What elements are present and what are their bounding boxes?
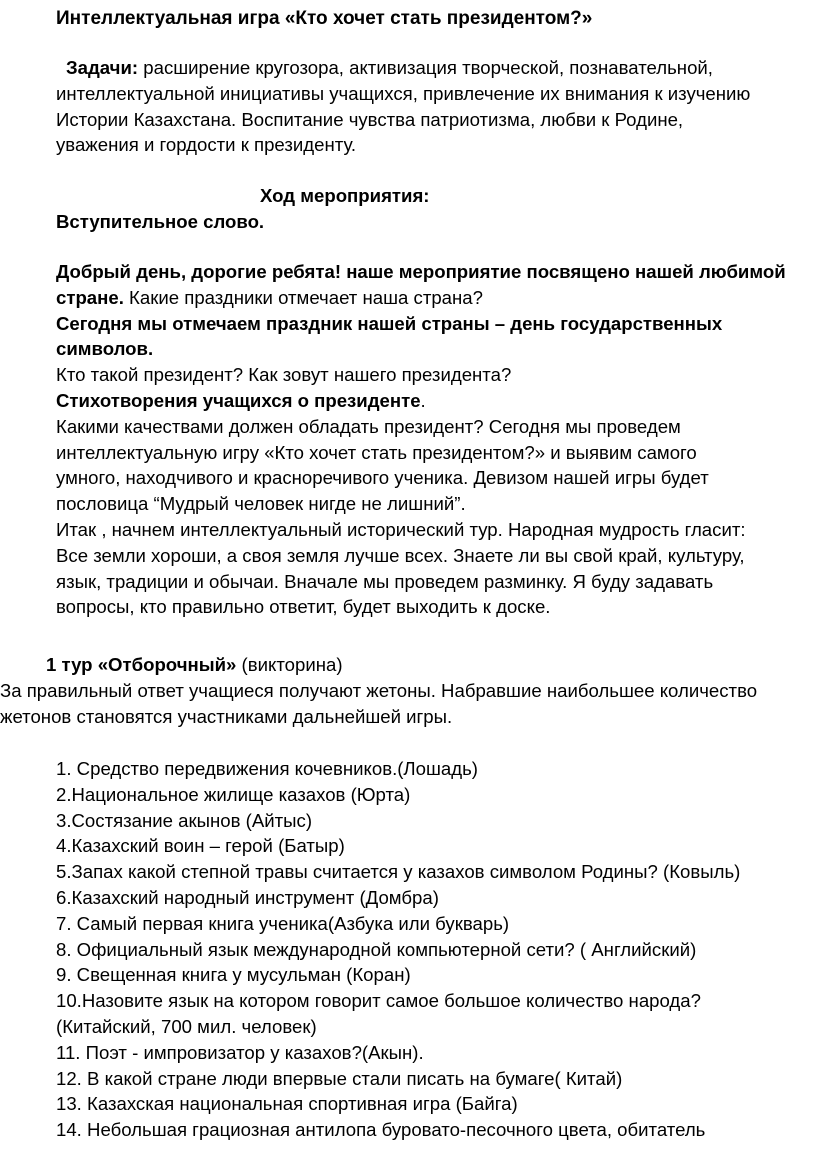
paragraph-line-3: умного, находчивого и красноречивого ученика. Девизом нашей игры будет (56, 467, 709, 489)
list-item: 1. Средство передвижения кочевников.(Лошадь) (56, 758, 478, 779)
list-item: 8. Официальный язык международной компьютерной сети? ( Английский) (56, 938, 697, 960)
main-text (56, 259, 816, 620)
list-item: 10.Назовите язык на котором говорит самое большое количество народа? (56, 990, 701, 1012)
tasks-label: Задачи: (66, 57, 139, 78)
tasks-line-1 (56, 55, 816, 81)
list-item: 14. Небольшая грациозная антилопа буровато-песочного цвета, обитатель (56, 1119, 706, 1141)
list-item: 9. Свещенная книга у мусульман (Коран) (56, 964, 411, 986)
tasks-section (56, 55, 816, 158)
tasks-line-3: Истории Казахстана. Воспитание чувства патриотизма, любви к Родине, (56, 108, 684, 130)
paragraph-line-4: пословица “Мудрый человек нигде не лишний”. (56, 493, 466, 515)
tour-title-rest: (викторина) (236, 654, 343, 675)
tour-section (0, 652, 816, 729)
poems-tail: . (420, 389, 426, 411)
tour-title-bold: 1 тур «Отборочный» (46, 654, 237, 675)
tasks-text-1: расширение кругозора, активизация творческой, познавательной, (138, 57, 713, 78)
greeting-bold-2: стране. (56, 286, 124, 308)
course-heading: Ход мероприятия: (260, 185, 430, 206)
list-item: 3.Состязание акынов (Айтыс) (56, 809, 313, 831)
tasks-line-2: интеллектуальной инициативы учащихся, привлечение их внимания к изучению (56, 82, 751, 104)
paragraph-line-8: вопросы, кто правильно ответит, будет выходить к доске. (56, 596, 551, 618)
paragraph-line-6: Все земли хороши, а своя земля лучше всех. Знаете ли вы свой край, культуру, (56, 544, 745, 566)
intro-heading: Вступительное слово. (56, 210, 265, 232)
greeting-line-2 (56, 285, 816, 311)
tour-desc-line-1: За правильный ответ учащиеся получают жетоны. Набравшие наибольшее количество (0, 679, 758, 701)
paragraph-line-7: язык, традиции и обычаи. Вначале мы проведем разминку. Я буду задавать (56, 570, 714, 592)
paragraph-line-1: Какими качествами должен обладать президент? Сегодня мы проведем (56, 415, 681, 437)
president-question: Кто такой президент? Как зовут нашего президента? (56, 364, 512, 386)
greeting-rest: Какие праздники отмечает наша страна? (123, 286, 483, 308)
questions-list (56, 756, 816, 1143)
today-line-2: символов. (56, 338, 154, 360)
document-title: Интеллектуальная игра «Кто хочет стать президентом?» (56, 8, 593, 29)
list-item: 7. Самый первая книга ученика(Азбука или букварь) (56, 912, 510, 934)
greeting-line-1: Добрый день, дорогие ребята! наше мероприятие посвящено нашей любимой (56, 261, 786, 282)
list-item: 5.Запах какой степной травы считается у казахов символом Родины? (Ковыль) (56, 861, 741, 883)
list-item: 13. Казахская национальная спортивная игра (Байга) (56, 1093, 518, 1115)
paragraph-line-5: Итак , начнем интеллектуальный исторический тур. Народная мудрость гласит: (56, 518, 746, 540)
list-item: 11. Поэт - импровизатор у казахов?(Акын). (56, 1041, 424, 1063)
poems-line (56, 388, 816, 414)
list-item: 2.Национальное жилище казахов (Юрта) (56, 783, 411, 805)
tour-desc-line-2: жетонов становятся участниками дальнейшей игры. (0, 705, 453, 727)
tour-heading (0, 652, 816, 678)
list-item: 12. В какой стране люди впервые стали писать на бумаге( Китай) (56, 1067, 623, 1089)
today-line-1: Сегодня мы отмечаем праздник нашей страны – день государственных (56, 312, 723, 334)
list-item: 6.Казахский народный инструмент (Домбра) (56, 886, 439, 908)
list-item: 4.Казахский воин – герой (Батыр) (56, 835, 345, 857)
poems-bold: Стихотворения учащихся о президенте (56, 389, 421, 411)
course-section (56, 183, 816, 235)
list-item: (Китайский, 700 мил. человек) (56, 1015, 317, 1037)
paragraph-line-2: интеллектуальную игру «Кто хочет стать президентом?» и выявим самого (56, 441, 697, 463)
tasks-line-4: уважения и гордости к президенту. (56, 134, 357, 156)
